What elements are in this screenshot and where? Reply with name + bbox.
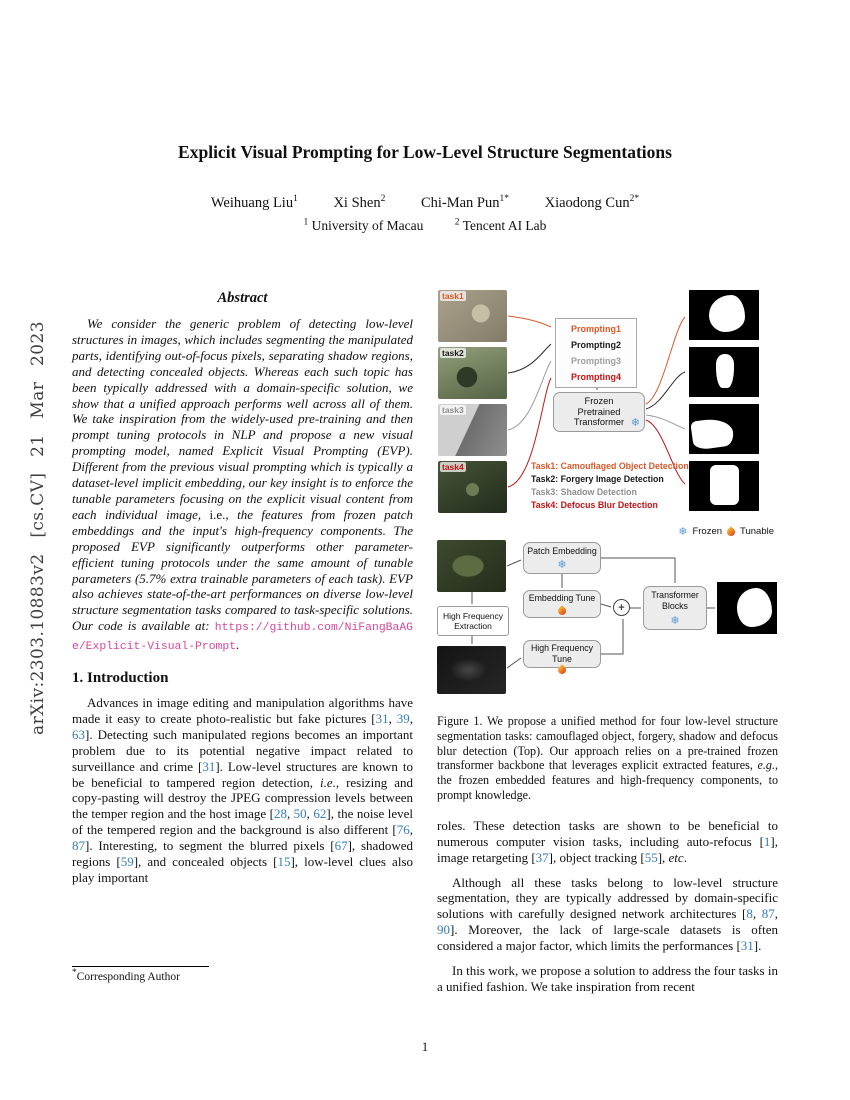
flame-icon — [556, 605, 567, 616]
figure-1 — [437, 290, 778, 803]
citation-link[interactable]: 31 — [202, 758, 216, 774]
output-mask — [717, 582, 777, 634]
snowflake-icon: ❄ — [678, 525, 688, 538]
author-sup: 1 — [293, 194, 298, 205]
transformer-blocks-box — [643, 586, 707, 630]
citation-link[interactable]: 63 — [72, 726, 85, 742]
affiliation-name: University of Macau — [311, 218, 424, 233]
author-name: Xiaodong Cun — [544, 195, 630, 211]
citation-link[interactable]: 62 — [313, 806, 327, 822]
author-name: Xi Shen — [333, 195, 381, 211]
snowflake-icon: ❄ — [630, 416, 640, 429]
affiliation — [455, 218, 547, 233]
frozen-tunable-legend — [678, 526, 774, 537]
text-segment: ], — [657, 849, 669, 865]
text-segment: ], image retargeting [ — [437, 833, 778, 865]
text-segment: , — [306, 806, 314, 822]
abstract-heading: Abstract — [217, 290, 268, 306]
section-heading-introduction: 1. Introduction — [72, 670, 169, 687]
text-segment: , the frozen embedded features and high-frequency components, to prompt knowledge. — [437, 758, 778, 802]
affiliation-name: Tencent AI Lab — [462, 218, 547, 233]
output-mask-task1 — [689, 290, 759, 340]
transformer-box-line: Pretrained — [577, 406, 621, 417]
text-segment: ], shadowed regions [ — [72, 838, 413, 870]
task3-label: task3 — [442, 405, 464, 415]
text-segment: In this work, we propose a solution to address the four tasks in a unified fashion. We take inspiration from recent — [437, 963, 778, 994]
two-column-body — [72, 290, 778, 995]
text-segment: , — [752, 906, 762, 922]
citation-link[interactable]: 87 — [72, 838, 85, 854]
plus-icon: + — [613, 599, 630, 616]
prompting4-label: Prompting4 — [570, 372, 621, 382]
input-image-task3 — [438, 404, 507, 456]
text-segment: Although all these tasks belong to low-level structure segmentation, they are typically addressed by domain-specific solutions with carefully designed network architectures [ — [437, 874, 778, 922]
right-column — [437, 290, 778, 995]
abstract-paragraph — [72, 316, 413, 656]
citation-link[interactable]: 31 — [740, 938, 754, 954]
input-image — [437, 540, 506, 592]
frozen-legend-label: Frozen — [692, 526, 723, 537]
text-segment: e.g. — [757, 758, 775, 773]
footnote-marker: * — [72, 968, 77, 979]
text-segment: . — [683, 849, 687, 865]
output-mask-task3 — [689, 404, 759, 454]
text-segment: ]. Low-level structures are known to be beneficial to tampered region detection, — [72, 758, 413, 790]
text-segment: . — [236, 637, 240, 653]
citation-link[interactable]: 37 — [535, 849, 549, 865]
citation-link[interactable]: 90 — [437, 922, 450, 938]
code-link[interactable]: https://github.com/NiFangBaAGe/Explicit-Visual-Prompt — [72, 622, 413, 654]
citation-link[interactable]: 67 — [334, 838, 348, 854]
flame-icon — [725, 526, 736, 537]
high-frequency-extraction-box — [437, 606, 509, 636]
footnote-rule — [72, 966, 209, 967]
left-column — [72, 290, 413, 995]
text-segment: , — [388, 710, 397, 726]
citation-link[interactable]: 1 — [763, 833, 771, 849]
transformer-box-line: Frozen — [584, 396, 614, 407]
mask-blob — [690, 416, 734, 450]
paragraph — [437, 963, 778, 995]
prompting2-label: Prompting2 — [570, 340, 621, 350]
author-sup: 2 — [380, 194, 386, 205]
input-image-task2 — [438, 347, 507, 399]
frozen-pretrained-transformer-box — [553, 392, 645, 432]
affiliation-sup: 2 — [454, 217, 460, 228]
paragraph — [437, 875, 778, 955]
high-frequency-tune-box — [523, 640, 601, 668]
text-segment: Advances in image editing and manipulation algorithms have made it easy to create photo-realistic but fake pictures [ — [72, 695, 413, 726]
author — [211, 195, 298, 211]
embedding-tune-label: Embedding Tune — [528, 593, 596, 604]
input-image-task1 — [438, 290, 507, 342]
author-sup: 2* — [629, 194, 640, 205]
citation-link[interactable]: 76 — [396, 822, 410, 838]
text-segment: , — [286, 806, 294, 822]
flame-icon — [556, 664, 567, 675]
authors-line — [0, 195, 850, 212]
figure1-bottom-diagram — [437, 525, 778, 700]
tunable-legend-label: Tunable — [740, 526, 774, 537]
text-segment: ]. Detecting such manipulated regions becomes an important problem due to its potential negative impact related to surveillance and crime [ — [72, 726, 413, 774]
text-segment: ]. Moreover, the lack of large-scale datasets is often considered a major factor, which limits the performances [ — [437, 922, 778, 954]
affiliation — [304, 218, 424, 233]
citation-link[interactable]: 50 — [293, 806, 307, 822]
task4-label: task4 — [442, 462, 464, 472]
snowflake-icon: ❄ — [670, 614, 680, 627]
citation-link[interactable]: 87 — [761, 906, 775, 922]
high-frequency-tune-label: High Frequency Tune — [530, 643, 594, 664]
text-segment: We consider the generic problem of detecting low-level structures in images, which includes segmenting the manipulated parts, identifying out-of-focus pixels, separating shadow regions, and detecting concealed objects. Whereas each such topic has been typically addressed with a domain-specific solution, we show that a unified approach performs well across all of them. We take inspiration from the widely-used pre-training and then prompt tuning protocols in NLP and propose a new visual prompting model, named Explicit Visual Prompting (EVP). Different from the previous visual prompting which is typically a dataset-level implicit embedding, our key insight is to enforce the tunable parameters focusing on the explicit visual content from each individual image, — [72, 316, 413, 522]
task2-label: task2 — [442, 348, 464, 358]
mask-blob — [737, 588, 772, 626]
citation-link[interactable]: 59 — [120, 854, 134, 870]
snowflake-icon: ❄ — [557, 558, 567, 572]
paper-title: Explicit Visual Prompting for Low-Level Structure Segmentations — [178, 142, 672, 162]
text-segment: ], the noise level of the tempered region and the background is also different [ — [72, 806, 414, 838]
text-segment: i.e. — [319, 774, 336, 790]
citation-link[interactable]: 8 — [746, 906, 753, 922]
citation-link[interactable]: 39 — [396, 710, 410, 726]
embedding-tune-box — [523, 590, 601, 618]
author-name: Weihuang Liu — [210, 195, 294, 211]
paragraph — [72, 695, 413, 886]
high-frequency-extraction-label: High Frequency Extraction — [442, 610, 503, 631]
figure1-caption — [437, 714, 778, 803]
figure1-top-diagram — [437, 290, 778, 518]
text-segment: Figure 1. We propose a unified method for four low-level structure segmentation tasks: camouflaged object, forgery, shadow and defocus blur detection (Top). Our approach relies on a pre-trained frozen transformer backbone that leverages explicit extracted features, — [437, 714, 778, 773]
task1-label: task1 — [442, 291, 464, 301]
paper-header — [0, 0, 850, 234]
patch-embedding-label: Patch Embedding — [527, 545, 597, 556]
task-legend — [531, 460, 689, 512]
transformer-blocks-label: Transformer Blocks — [651, 590, 699, 611]
transformer-box-line: Transformer — [573, 417, 625, 428]
author — [333, 195, 385, 211]
input-image-task4 — [438, 461, 507, 513]
text-segment: ]. Interesting, to segment the blurred pixels [ — [85, 838, 335, 854]
high-frequency-image — [437, 646, 506, 694]
text-segment: , the features from frozen patch embeddings and the input's high-frequency components. The proposed EVP significantly outperforms other parameter-efficient tuning protocols under the same amount of tunable parameters (5.7% extra trainable parameters of each task). EVP also achieves state-of-the-art performances on diverse low-level structure segmentation tasks compared to task-specific solutions. Our code is available at: — [72, 506, 413, 634]
output-mask-task4 — [689, 461, 759, 511]
text-segment: ], low-level clues also play important — [72, 854, 413, 885]
text-segment: i.e. — [209, 506, 226, 522]
citation-link[interactable]: 15 — [277, 854, 291, 870]
text-segment: ]. — [753, 938, 762, 954]
corresponding-author-footnote — [72, 966, 413, 983]
prompting1-label: Prompting1 — [570, 324, 621, 334]
footnote-label: Corresponding Author — [76, 971, 180, 983]
text-segment: , — [409, 710, 414, 726]
output-mask-task2 — [689, 347, 759, 397]
text-segment: , — [409, 822, 413, 838]
citation-link[interactable]: 31 — [375, 710, 389, 726]
author-name: Chi-Man Pun — [420, 195, 500, 211]
text-segment: ], object tracking [ — [548, 849, 645, 865]
paragraph — [437, 818, 778, 866]
citation-link[interactable]: 28 — [273, 806, 287, 822]
page-number: 1 — [421, 1040, 429, 1054]
text-segment: , — [774, 906, 778, 922]
patch-embedding-box — [523, 542, 601, 574]
task3-legend-line: Task3: Shadow Detection — [531, 487, 637, 497]
footnote-text — [72, 968, 413, 983]
author — [421, 195, 509, 211]
arxiv-stamp: arXiv:2303.10883v2 [cs.CV] 21 Mar 2023 — [28, 321, 48, 735]
citation-link[interactable]: 55 — [644, 849, 658, 865]
text-segment: , resizing and copy-pasting will destroy the JPEG compression levels between the temper region and the host image [ — [72, 774, 413, 822]
text-segment: ], and concealed objects [ — [133, 854, 278, 870]
task4-legend-line: Task4: Defocus Blur Detection — [531, 500, 658, 510]
prompting-stack — [555, 318, 637, 388]
mask-blob — [709, 295, 745, 332]
author-sup: 1* — [499, 194, 509, 205]
text-segment: roles. These detection tasks are shown to be beneficial to numerous computer vision tasks, including auto-refocus [ — [437, 817, 778, 849]
task2-legend-line: Task2: Forgery Image Detection — [531, 474, 664, 484]
affiliation-sup: 1 — [303, 217, 309, 228]
task1-legend-line: Task1: Camouflaged Object Detection — [531, 461, 689, 471]
prompting3-label: Prompting3 — [570, 356, 621, 366]
affiliations — [0, 218, 850, 234]
text-segment: etc — [668, 849, 684, 865]
mask-blob — [710, 465, 739, 505]
author — [545, 195, 639, 211]
mask-blob — [716, 354, 734, 388]
